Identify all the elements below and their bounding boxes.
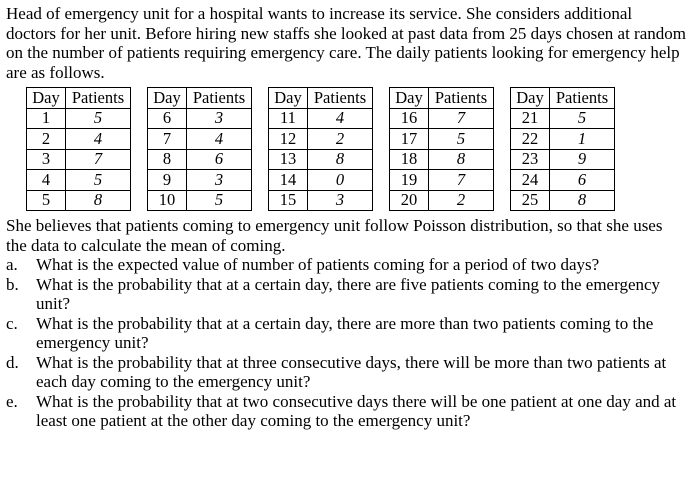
patients-cell: 4 <box>308 108 373 129</box>
patients-cell: 8 <box>550 190 615 211</box>
table-header-row <box>390 88 494 109</box>
list-item <box>6 275 696 314</box>
day-header: Day <box>269 88 308 109</box>
day-cell: 15 <box>269 190 308 211</box>
day-cell: 3 <box>27 149 66 170</box>
question-text: What is the probability that at a certain day, there are more than two patients coming to the emergency unit? <box>36 313 654 352</box>
table-row <box>390 108 494 129</box>
day-cell: 1 <box>27 108 66 129</box>
patients-table-2 <box>147 87 252 211</box>
day-cell: 12 <box>269 129 308 150</box>
patients-cell: 8 <box>308 149 373 170</box>
list-item <box>6 314 696 353</box>
problem-document <box>6 4 696 431</box>
patients-cell: 5 <box>429 129 494 150</box>
patients-cell: 8 <box>429 149 494 170</box>
patients-table-3 <box>268 87 373 211</box>
question-marker: c. <box>6 313 18 333</box>
patients-cell: 4 <box>66 129 131 150</box>
patients-cell: 4 <box>187 129 252 150</box>
patients-cell: 1 <box>550 129 615 150</box>
question-text: What is the expected value of number of patients coming for a period of two days? <box>36 255 600 274</box>
table-row <box>390 170 494 191</box>
table-row <box>27 149 131 170</box>
question-marker: a. <box>6 255 18 274</box>
table-header-row <box>511 88 615 109</box>
patients-cell: 3 <box>308 190 373 211</box>
day-header: Day <box>511 88 550 109</box>
list-item <box>6 353 696 392</box>
table-header-row <box>27 88 131 109</box>
table-header-row <box>269 88 373 109</box>
patients-cell: 5 <box>550 108 615 129</box>
patients-cell: 8 <box>66 190 131 211</box>
table-row <box>511 149 615 170</box>
patients-table-5 <box>510 87 615 211</box>
question-marker: b. <box>6 274 19 294</box>
patients-cell: 5 <box>66 108 131 129</box>
table-row <box>511 108 615 129</box>
day-cell: 8 <box>148 149 187 170</box>
day-header: Day <box>27 88 66 109</box>
question-text: What is the probability that at a certain day, there are five patients coming to the emergency unit? <box>36 274 661 313</box>
day-cell: 2 <box>27 129 66 150</box>
table-row <box>148 108 252 129</box>
list-item <box>6 255 696 275</box>
day-header: Day <box>148 88 187 109</box>
question-marker: d. <box>6 352 19 372</box>
table-row <box>390 129 494 150</box>
table-row <box>148 170 252 191</box>
patients-cell: 7 <box>429 108 494 129</box>
day-cell: 5 <box>27 190 66 211</box>
patients-tables <box>26 87 696 211</box>
day-cell: 18 <box>390 149 429 170</box>
day-cell: 19 <box>390 170 429 191</box>
poisson-paragraph: She believes that patients coming to emergency unit follow Poisson distribution, so that she uses the data to calculate the mean of coming. <box>6 216 663 255</box>
table-row <box>148 149 252 170</box>
day-cell: 23 <box>511 149 550 170</box>
day-cell: 7 <box>148 129 187 150</box>
day-cell: 11 <box>269 108 308 129</box>
question-text: What is the probability that at two consecutive days there will be one patient at one day and at least one patient at the other day coming to the emergency unit? <box>36 391 677 430</box>
patients-cell: 9 <box>550 149 615 170</box>
table-row <box>390 149 494 170</box>
patients-cell: 3 <box>187 108 252 129</box>
table-row <box>390 190 494 211</box>
day-cell: 14 <box>269 170 308 191</box>
table-row <box>148 190 252 211</box>
patients-cell: 0 <box>308 170 373 191</box>
day-cell: 17 <box>390 129 429 150</box>
patients-cell: 5 <box>66 170 131 191</box>
day-cell: 9 <box>148 170 187 191</box>
table-row <box>511 170 615 191</box>
patients-cell: 2 <box>429 190 494 211</box>
list-item <box>6 392 696 431</box>
patients-header: Patients <box>66 88 131 109</box>
table-row <box>269 149 373 170</box>
question-marker: e. <box>6 391 18 411</box>
day-cell: 13 <box>269 149 308 170</box>
table-row <box>269 190 373 211</box>
table-row <box>27 129 131 150</box>
patients-header: Patients <box>429 88 494 109</box>
question-list <box>6 255 696 431</box>
table-row <box>148 129 252 150</box>
patients-cell: 3 <box>187 170 252 191</box>
question-text: What is the probability that at three consecutive days, there will be more than two patients at each day coming to the emergency unit? <box>36 352 667 391</box>
patients-cell: 5 <box>187 190 252 211</box>
day-cell: 24 <box>511 170 550 191</box>
patients-cell: 7 <box>429 170 494 191</box>
table-header-row <box>148 88 252 109</box>
patients-header: Patients <box>187 88 252 109</box>
patients-table-1 <box>26 87 131 211</box>
table-row <box>27 190 131 211</box>
day-cell: 22 <box>511 129 550 150</box>
patients-cell: 6 <box>550 170 615 191</box>
table-row <box>27 170 131 191</box>
table-row <box>511 190 615 211</box>
patients-header: Patients <box>308 88 373 109</box>
patients-table-4 <box>389 87 494 211</box>
day-cell: 20 <box>390 190 429 211</box>
table-row <box>269 129 373 150</box>
table-row <box>269 108 373 129</box>
day-cell: 21 <box>511 108 550 129</box>
table-row <box>27 108 131 129</box>
day-cell: 6 <box>148 108 187 129</box>
intro-paragraph: Head of emergency unit for a hospital wants to increase its service. She considers additional doctors for her unit. Before hiring new staffs she looked at past data from 25 days chosen at random on the number of patients requiring emergency care. The daily patients looking for emergency help are as follows. <box>6 4 686 82</box>
day-cell: 16 <box>390 108 429 129</box>
day-cell: 25 <box>511 190 550 211</box>
table-row <box>511 129 615 150</box>
day-header: Day <box>390 88 429 109</box>
day-cell: 10 <box>148 190 187 211</box>
patients-header: Patients <box>550 88 615 109</box>
table-row <box>269 170 373 191</box>
patients-cell: 7 <box>66 149 131 170</box>
patients-cell: 2 <box>308 129 373 150</box>
patients-cell: 6 <box>187 149 252 170</box>
day-cell: 4 <box>27 170 66 191</box>
